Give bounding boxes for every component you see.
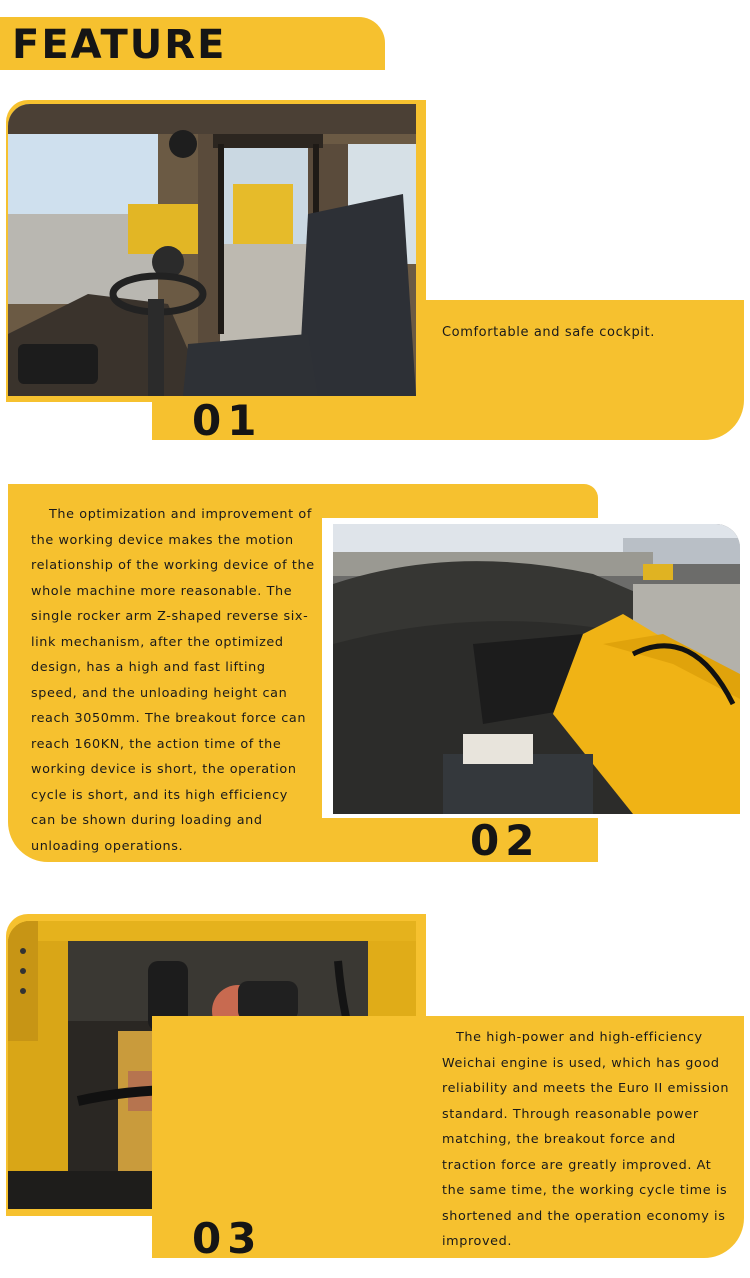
feature-2-text	[31, 502, 316, 859]
feature-1-text: Comfortable and safe cockpit.	[442, 325, 655, 340]
feature-3-text-content: The high-power and high-efficiency Weichai engine is used, which has good reliability and meets the Euro II emission standard. Through reasonable power matching, the breakout force and traction force are greatly improved. At the same time, the working cycle time is shortened and the operation economy is improved.	[442, 1030, 730, 1249]
feature-3-text	[442, 1025, 732, 1255]
feature-3-number: 03	[192, 1214, 263, 1263]
feature-2-number: 02	[470, 816, 541, 865]
cockpit-photo	[8, 104, 416, 396]
bucket-loading-photo	[333, 524, 740, 814]
page-title: FEATURE	[12, 22, 227, 68]
feature-1-number: 01	[192, 396, 263, 445]
feature-2-text-content: The optimization and improvement of the working device makes the motion relationship of the working device of the whole machine more reasonable. The single rocker arm Z-shaped reverse six-link mechanism, after the optimized design, has a high and fast lifting speed, and the unloading height can reach 3050mm. The breakout force can reach 160KN, the action time of the working device is short, the operation cycle is short, and its high efficiency can be shown during loading and unloading operations.	[31, 507, 315, 854]
